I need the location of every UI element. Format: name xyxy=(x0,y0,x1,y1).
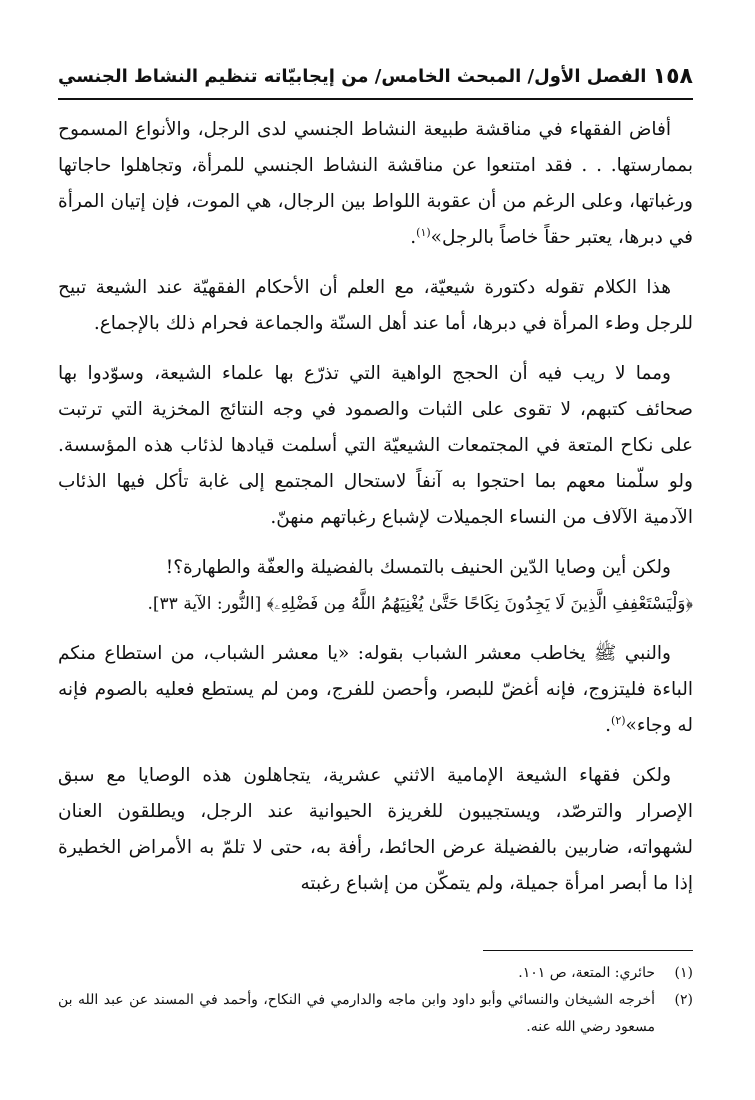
footnote-text: حائري: المتعة، ص ١٠١. xyxy=(518,965,655,981)
footnote-text: أخرجه الشيخان والنسائي وأبو داود وابن ماجه والدارمي في النكاح، وأحمد في المسند عن عبد الله بن مسعود رضي الله عنه. xyxy=(58,992,655,1035)
paragraph-1: أفاض الفقهاء في مناقشة طبيعة النشاط الجنسي لدى الرجل، والأنواع المسموح بممارستها. . . فقد امتنعوا عن مناقشة النشاط الجنسي للمرأة، وتجاهلوا حاجاتها ورغباتها، وعلى الرغم من أن عقوبة اللواط بين الرجال، هي الموت، فإن إتيان المرأة في دبرها، يعتبر حقاً خاصاً بالرجل»$^{(١)}$. xyxy=(58,119,693,248)
paragraph-3: ومما لا ريب فيه أن الحجج الواهية التي تذرّع بها علماء الشيعة، وسوّدوا بها صحائف كتبهم، لا تقوى على الثبات والصمود في وجه النتائج المخزية التي ترتبت على نكاح المتعة في المجتمعات الشيعيّة التي أسلمت قيادها لذئاب هذه المؤسسة. ولو سلّمنا معهم بما احتجوا به آنفاً لاستحال المجتمع إلى غابة تأكل فيها الذئاب الآدمية الآلاف من النساء الجميلات لإشباع رغباتهم منهنّ. xyxy=(58,363,693,528)
footnote-ref-2[interactable]: (٢) xyxy=(611,713,626,727)
paragraph-5: والنبي ﷺ يخاطب معشر الشباب بقوله: «يا معشر الشباب، من استطاع منكم الباءة فليتزوج، فإنه أغضّ للبصر، وأحصن للفرج، ومن لم يستطع فعليه بالصوم فإنه له وجاء»$^{(٢)}$. xyxy=(58,643,693,736)
paragraph-6: ولكن فقهاء الشيعة الإمامية الاثني عشرية، يتجاهلون هذه الوصايا مع سبق الإصرار والترصّد، ويستجيبون للغريزة الحيوانية عند الرجل، ويطلقون العنان لشهواته، ضاربين بالفضيلة عرض الحائط، رأفة به، حتى لا تلمّ به الأمراض الخطيرة إذا ما أبصر امرأة جميلة، ولم يتمكّن من إشباع رغبته xyxy=(58,765,693,894)
footnote-separator xyxy=(483,950,693,951)
page-number: ١٥٨ xyxy=(652,64,693,89)
body-text xyxy=(58,112,693,902)
footnote-number: (٢) xyxy=(674,992,693,1008)
footnote-number: (١) xyxy=(674,965,693,981)
chapter-title: الفصل الأول/ المبحث الخامس/ من إيجابيّاته تنظيم النشاط الجنسي xyxy=(58,66,647,87)
quran-verse: ﴿وَلْيَسْتَعْفِفِ الَّذِينَ لَا يَجِدُونَ نِكَاحًا حَتَّىٰ يُغْنِيَهُمُ اللَّهُ مِن فَضْلِهِۦ﴾ [النُّور: الآية ٣٣]. xyxy=(147,594,693,614)
paragraph-4: ولكن أين وصايا الدّين الحنيف بالتمسك بالفضيلة والعفّة والطهارة؟! xyxy=(165,557,671,578)
footnote-1 xyxy=(58,960,693,987)
running-header xyxy=(58,64,693,100)
footnote-2 xyxy=(58,987,693,1041)
paragraph-2: هذا الكلام تقوله دكتورة شيعيّة، مع العلم أن الأحكام الفقهيّة عند الشيعة تبيح للرجل وطء المرأة في دبرها، أما عند أهل السنّة والجماعة فحرام ذلك بالإجماع. xyxy=(58,277,693,334)
footnotes xyxy=(58,960,693,1041)
footnote-ref-1[interactable]: (١) xyxy=(416,225,431,239)
